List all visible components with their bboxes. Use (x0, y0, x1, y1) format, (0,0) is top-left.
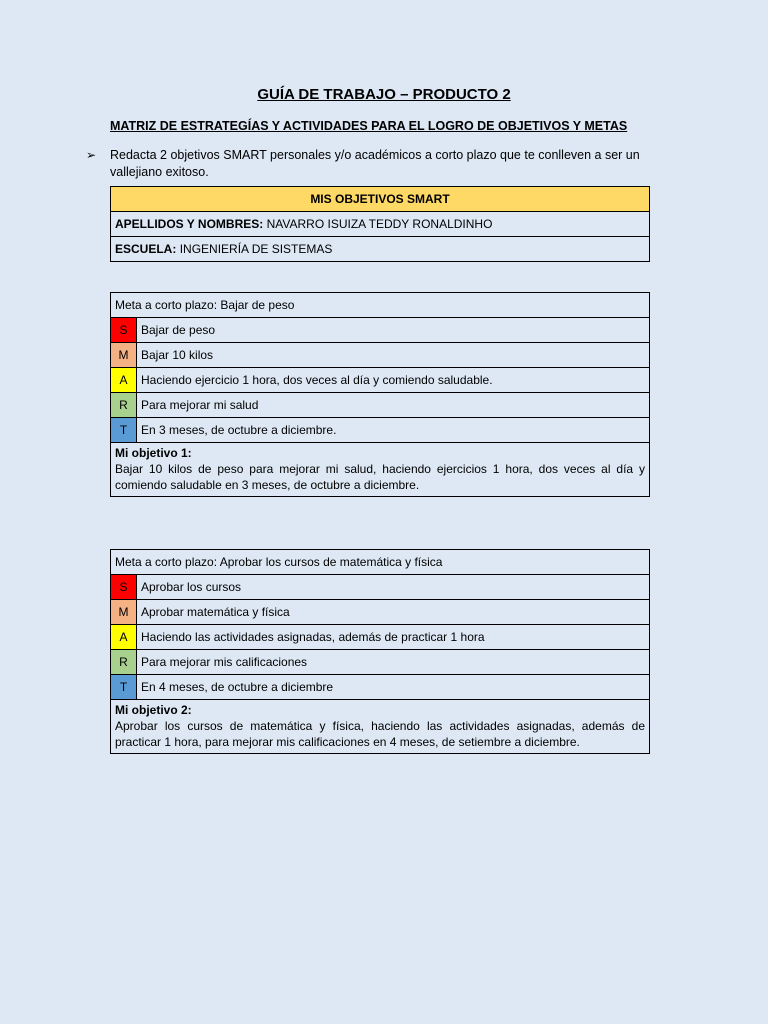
goal2-text-r: Para mejorar mis calificaciones (137, 650, 650, 675)
goal1-letter-r: R (111, 393, 137, 418)
goal2-objective-text: Aprobar los cursos de matemática y física, haciendo las actividades asignadas, además de practicar 1 hora, para mejorar mis calificaciones en 4 meses, de setiembre a diciembre. (115, 719, 645, 749)
name-value: NAVARRO ISUIZA TEDDY RONALDINHO (266, 217, 493, 231)
goal2-text-s: Aprobar los cursos (137, 575, 650, 600)
goal1-meta: Meta a corto plazo: Bajar de peso (111, 293, 650, 318)
goal1-letter-s: S (111, 318, 137, 343)
goal1-objective-label: Mi objetivo 1: (115, 446, 192, 460)
arrow-bullet-icon: ➢ (86, 148, 97, 162)
goal1-text-a: Haciendo ejercicio 1 hora, dos veces al día y comiendo saludable. (137, 368, 650, 393)
section-subtitle: MATRIZ DE ESTRATEGÍAS Y ACTIVIDADES PARA EL LOGRO DE OBJETIVOS Y METAS (110, 119, 628, 133)
goal1-text-t: En 3 meses, de octubre a diciembre. (137, 418, 650, 443)
goal1-text-s: Bajar de peso (137, 318, 650, 343)
name-label: APELLIDOS Y NOMBRES: (115, 217, 264, 231)
instruction-text: Redacta 2 objetivos SMART personales y/o académicos a corto plazo que te conlleven a ser un vallejiano exitoso. (110, 148, 640, 179)
goal2-text-m: Aprobar matemática y física (137, 600, 650, 625)
school-row (111, 237, 650, 262)
info-table-header: MIS OBJETIVOS SMART (111, 187, 650, 212)
goal1-table (110, 292, 650, 497)
goal1-letter-t: T (111, 418, 137, 443)
goal1-letter-m: M (111, 343, 137, 368)
school-label: ESCUELA: (115, 242, 177, 256)
school-value: INGENIERÍA DE SISTEMAS (179, 242, 333, 256)
goal1-objective (111, 443, 650, 497)
goal2-text-t: En 4 meses, de octubre a diciembre (137, 675, 650, 700)
name-row (111, 212, 650, 237)
goal2-meta: Meta a corto plazo: Aprobar los cursos de matemática y física (111, 550, 650, 575)
goal2-text-a: Haciendo las actividades asignadas, además de practicar 1 hora (137, 625, 650, 650)
info-table (110, 186, 650, 262)
goal1-text-m: Bajar 10 kilos (137, 343, 650, 368)
goal1-text-r: Para mejorar mi salud (137, 393, 650, 418)
goal2-letter-s: S (111, 575, 137, 600)
page-title: GUÍA DE TRABAJO – PRODUCTO 2 (257, 86, 511, 103)
goal2-letter-t: T (111, 675, 137, 700)
goal1-letter-a: A (111, 368, 137, 393)
goal1-objective-text: Bajar 10 kilos de peso para mejorar mi salud, haciendo ejercicios 1 hora, dos veces al día y comiendo saludable en 3 meses, de octubre a diciembre. (115, 462, 645, 492)
goal2-letter-a: A (111, 625, 137, 650)
goal2-letter-m: M (111, 600, 137, 625)
goal2-letter-r: R (111, 650, 137, 675)
goal2-objective (111, 700, 650, 754)
instruction (86, 147, 654, 181)
goal2-objective-label: Mi objetivo 2: (115, 703, 192, 717)
goal2-table (110, 549, 650, 754)
